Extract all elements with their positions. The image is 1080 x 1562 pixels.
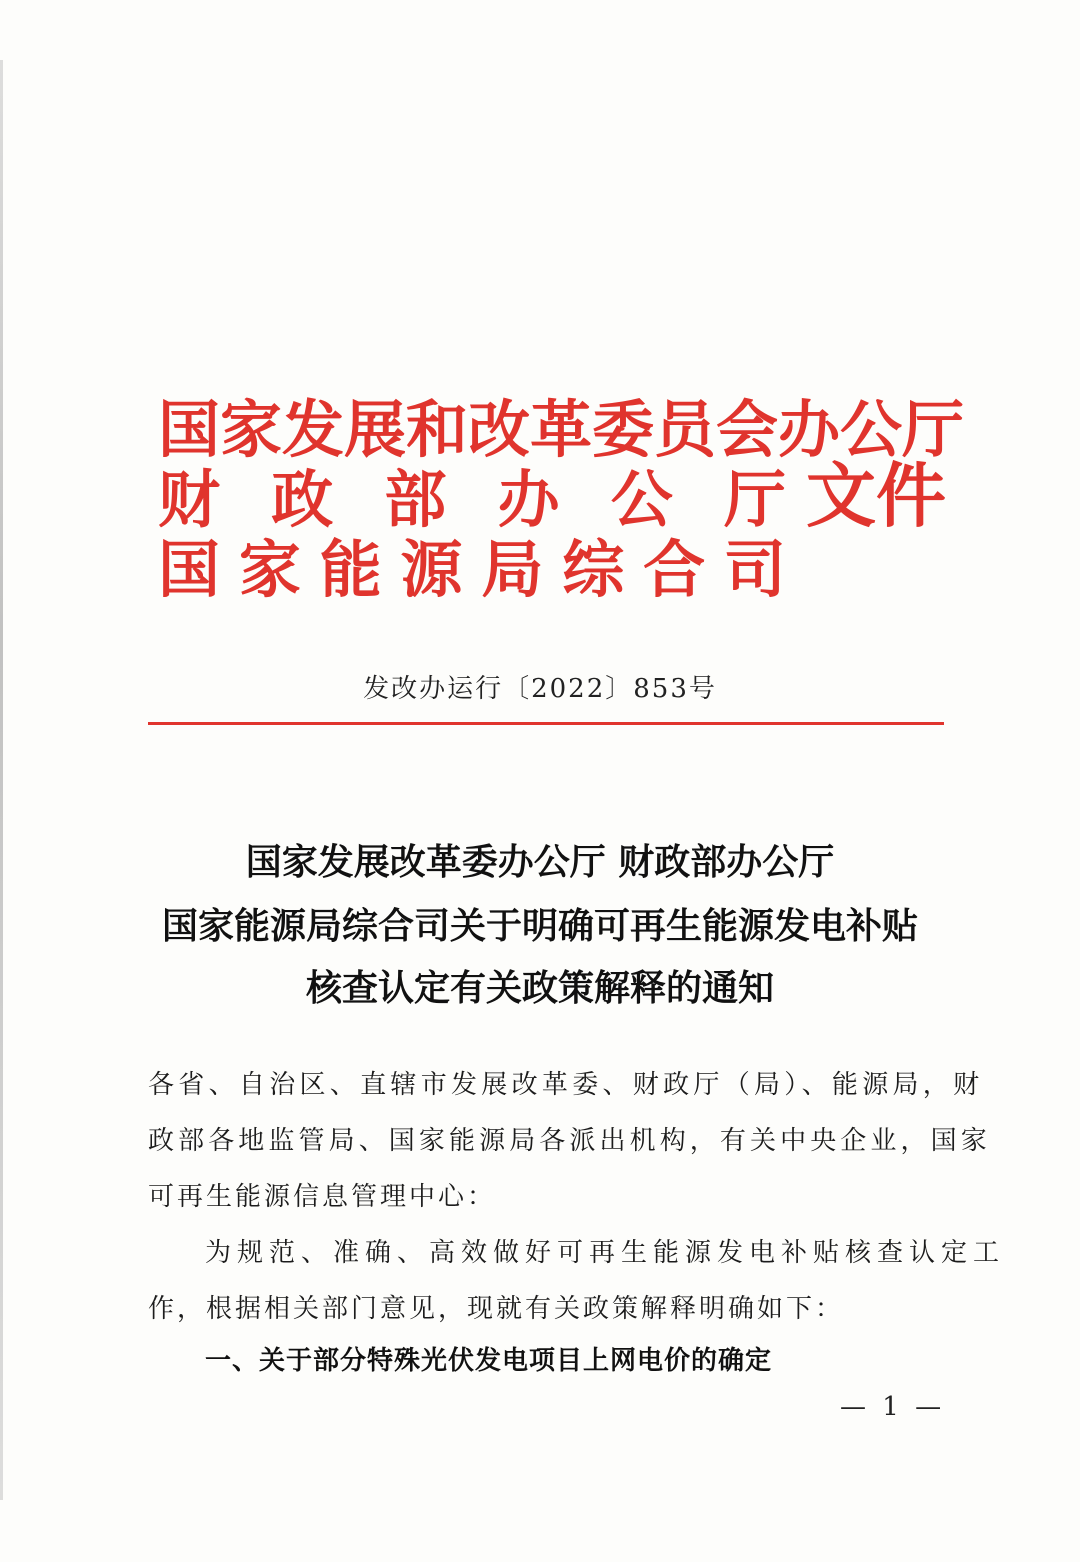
- addressee-line-2: 政部各地监管局、国家能源局各派出机构，有关中央企业，国家: [148, 1126, 991, 1156]
- paragraph-intro-line-1: 为规范、准确、高效做好可再生能源发电补贴核查认定工: [205, 1238, 1006, 1268]
- addressee-line-3: 可再生能源信息管理中心：: [148, 1182, 497, 1212]
- section-heading-1: 一、关于部分特殊光伏发电项目上网电价的确定: [205, 1346, 773, 1376]
- notice-title-line-2: 国家能源局综合司关于明确可再生能源发电补贴: [161, 906, 918, 947]
- masthead-char: 合: [643, 532, 706, 606]
- masthead-char: 能: [319, 532, 382, 606]
- masthead-char: 办: [497, 462, 560, 536]
- masthead-char: 政: [271, 462, 334, 536]
- masthead-char: 厅: [723, 462, 786, 536]
- masthead-char: 部: [384, 462, 447, 536]
- masthead-line-nea: [158, 528, 786, 606]
- masthead-char: 财: [158, 462, 221, 536]
- scan-edge: [0, 60, 3, 1500]
- red-divider-line: [148, 722, 944, 725]
- masthead-char: 源: [400, 532, 463, 606]
- masthead-line-ndrc: 国家发展和改革委员会办公厅: [158, 392, 965, 466]
- masthead-char: 家: [238, 532, 301, 606]
- paragraph-intro-line-2: 作，根据相关部门意见，现就有关政策解释明确如下：: [148, 1294, 845, 1324]
- masthead-char: 司: [723, 532, 786, 606]
- masthead-char: 局: [481, 532, 544, 606]
- page-number: — 1 —: [840, 1392, 946, 1422]
- masthead-char: 国: [158, 532, 221, 606]
- masthead-char: 综: [562, 532, 625, 606]
- notice-title-line-1: 国家发展改革委办公厅 财政部办公厅: [245, 842, 835, 883]
- masthead-char: 公: [610, 462, 673, 536]
- addressee-line-1: 各省、自治区、直辖市发展改革委、财政厅（局）、能源局，财: [148, 1070, 984, 1100]
- document-number: 发改办运行〔2022〕853号: [363, 674, 717, 704]
- masthead-suffix-wenjian: 文件: [806, 454, 946, 537]
- notice-title-line-3: 核查认定有关政策解释的通知: [305, 968, 774, 1009]
